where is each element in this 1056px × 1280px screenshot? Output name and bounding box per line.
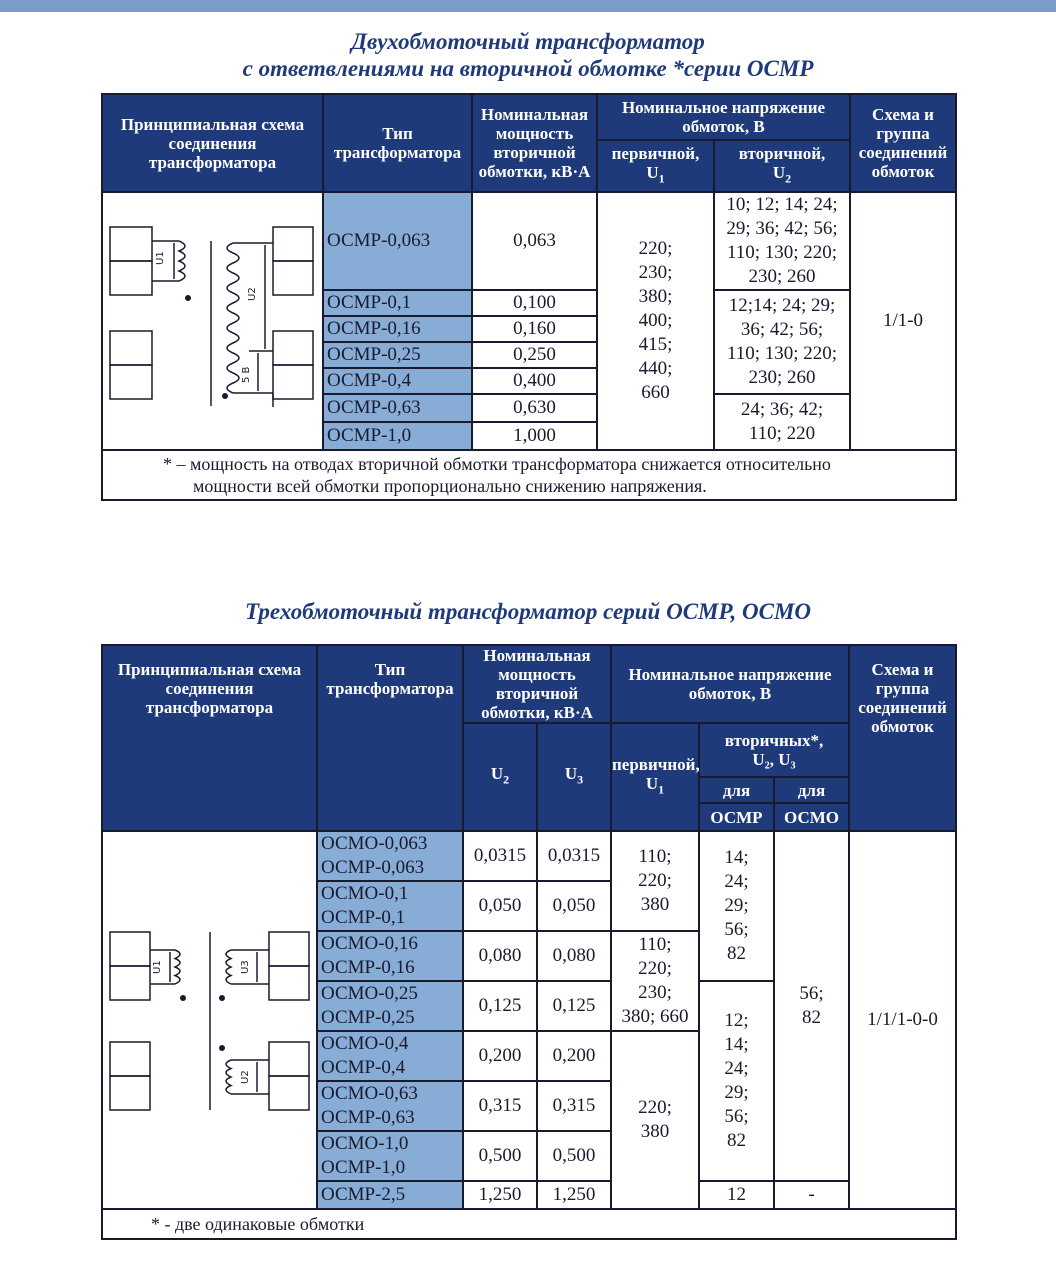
t2-footnote: * - две одинаковые обмотки [102,1209,956,1239]
t2-diagram-label-u3: U3 [240,960,251,974]
t2-row-type [317,931,463,981]
t1-primary-value: 230; [638,262,673,283]
t1-primary-value: 220; [638,238,673,259]
t1-header-primary-sub: 1 [658,171,665,186]
t1-row-type: ОСМР-0,063 [323,192,472,290]
t2-header-u2 [463,723,537,831]
t2-header-type: Тип трансформатора [317,645,463,831]
t2-row-u2: 1,250 [463,1181,537,1209]
t1-group-value: 1/1-0 [850,192,956,450]
t2-header-secondary [699,723,849,777]
t2-primary-group-1 [611,831,699,931]
t2-osmr-line: 24; [724,871,749,892]
t1-secondary-group-3 [714,394,850,450]
t2-type-osmo: ОСМО-0,063 [321,833,428,854]
t1-row-power: 0,100 [472,290,597,316]
t2-osmo-line: 56; [799,983,824,1004]
t2-osmr-line: 82 [727,943,746,964]
t2-osmr-line: 56; [724,1106,749,1127]
t1-diagram-label-u1: U1 [155,251,166,265]
t2-type-osmo: ОСМО-0,16 [321,933,418,954]
t2-row-type [317,981,463,1031]
t2-scheme-diagram [102,831,317,1209]
t1-row-power: 1,000 [472,422,597,450]
t2-type-osmr: ОСМР-0,1 [321,907,406,928]
t2-row-type [317,831,463,881]
t2-header-secondary-syms: U₂, U₃ [752,750,796,769]
t2-type-osmo: ОСМО-0,1 [321,883,409,904]
t2-header-secondary-label: вторичных*, [724,731,824,750]
t1-footnote-line2: мощности всей обмотки пропорционально снижению напряжения. [193,476,707,496]
t2-header-for-osmr: ОСМР [699,803,774,831]
t2-type-osmo: ОСМО-0,63 [321,1083,418,1104]
three-winding-diagram-icon [103,920,317,1120]
t2-type-osmo: ОСМО-1,0 [321,1133,409,1154]
t1-header-secondary-sub: 2 [785,171,792,186]
t2-osmr-line: 24; [724,1058,749,1079]
t2-primary-line: 110; [638,846,672,867]
t2-header-group: Схема и группа соединений обмоток [849,645,956,831]
t1-footnote [102,450,956,500]
t2-diagram-label-u2: U2 [240,1070,251,1084]
t2-row-u2: 0,050 [463,881,537,931]
t2-row-type [317,1081,463,1131]
t1-footnote-line1: * – мощность на отводах вторичной обмотки трансформатора снижается относительно [163,454,831,474]
t2-primary-line: 380 [640,1121,670,1142]
t1-row-type: ОСМР-0,25 [323,342,472,368]
t1-row-type: ОСМР-0,4 [323,368,472,394]
t2-header-u2-sub: 2 [503,772,510,787]
t1-secondary-line: 110; 130; 220; [726,343,838,364]
t1-header-primary [597,140,714,192]
t1-header-group: Схема и группа соединений обмоток [850,94,956,192]
t2-diagram-label-u1: U1 [152,960,163,974]
t1-header-primary-sym: U [646,162,659,182]
t2-osmr-line: 14; [724,1034,749,1055]
t2-type-osmr: ОСМР-0,63 [321,1107,415,1128]
t2-type-osmr: ОСМР-1,0 [321,1157,406,1178]
t2-type-osmr: ОСМР-0,063 [321,857,425,878]
t1-row-power: 0,400 [472,368,597,394]
t2-row-u3: 0,080 [537,931,611,981]
t1-row-power: 0,630 [472,394,597,422]
t1-row-type: ОСМР-0,1 [323,290,472,316]
table1-title-line1: Двухобмоточный трансформатор [351,29,705,54]
t1-row-type: ОСМР-0,16 [323,316,472,342]
t2-osmr-group-2 [699,981,774,1181]
t2-header-primary-label: первичной, [612,754,700,774]
t2-row-u3: 0,315 [537,1081,611,1131]
table2 [101,644,957,1240]
table1-title [0,28,1056,82]
t2-row-u3: 0,0315 [537,831,611,881]
t1-secondary-group-2 [714,290,850,394]
t1-header-secondary-label: вторичной, [738,143,826,163]
t2-osmo-group-1 [774,831,849,1181]
t2-header-voltage: Номинальное напряжение обмоток, В [611,645,849,723]
t1-header-power: Номинальная мощность вторичной обмотки, кВ·А [472,94,597,192]
t2-header-u2-sym: U [490,764,504,784]
t2-type-osmo: ОСМО-0,25 [321,983,418,1004]
t1-primary-values [597,192,714,450]
t2-row-u2: 0,0315 [463,831,537,881]
t2-osmr-line: 56; [724,919,749,940]
t1-secondary-line: 36; 42; 56; [740,319,824,340]
t2-primary-line: 220; [638,958,672,979]
t2-primary-line: 110; [638,934,672,955]
t1-secondary-line: 230; 260 [748,266,816,287]
t1-primary-value: 380; [638,286,673,307]
t1-header-type: Тип трансформатора [323,94,472,192]
t2-row-u2: 0,315 [463,1081,537,1131]
t1-row-power: 0,250 [472,342,597,368]
t2-type-osmo: ОСМО-0,4 [321,1033,409,1054]
t1-row-power: 0,063 [472,192,597,290]
t1-header-secondary-sym: U [772,162,786,182]
t2-osmr-line: 14; [724,847,749,868]
t1-secondary-line: 110; 220 [748,423,816,444]
t2-group-value: 1/1/1-0-0 [849,831,956,1209]
t2-header-u3-sym: U [564,764,578,784]
table1 [101,93,957,501]
t1-primary-value: 400; [638,310,673,331]
t1-diagram-label-tap: 5 В [241,366,252,383]
t2-header-scheme: Принципиальная схема соединения трансформатора [102,645,317,831]
t2-type-osmr: ОСМР-0,4 [321,1057,406,1078]
t2-header-for-osmr-top: для [699,777,774,803]
t2-row-u3: 0,125 [537,981,611,1031]
t2-header-power: Номинальная мощность вторичной обмотки, кВ·А [463,645,611,723]
t1-header-secondary [714,140,850,192]
t2-row-u2: 0,200 [463,1031,537,1081]
top-accent-bar [0,0,1056,12]
t1-secondary-line: 24; 36; 42; [740,399,824,420]
t2-header-for-osmo: ОСМО [774,803,849,831]
t1-header-scheme: Принципиальная схема соединения трансформатора [102,94,323,192]
t2-primary-line: 230; [638,982,672,1003]
t1-primary-value: 660 [641,382,670,403]
t2-osmr-line: 29; [724,1082,749,1103]
t1-row-power: 0,160 [472,316,597,342]
t2-row-u2: 0,125 [463,981,537,1031]
t2-primary-group-2 [611,931,699,1031]
t2-row-u3: 0,050 [537,881,611,931]
t1-primary-value: 440; [638,358,673,379]
t2-header-u3 [537,723,611,831]
t2-osmr-group-3: 12 [699,1181,774,1209]
t2-primary-group-3 [611,1031,699,1209]
t2-row-type: ОСМР-2,5 [317,1181,463,1209]
t2-primary-line: 380; 660 [621,1006,689,1027]
t1-secondary-group-1 [714,192,850,290]
t2-type-osmr: ОСМР-0,16 [321,957,415,978]
t1-secondary-line: 10; 12; 14; 24; [726,194,838,215]
t2-header-primary-sub: 1 [658,782,665,797]
t2-osmo-line: 82 [802,1007,821,1028]
t2-row-u3: 1,250 [537,1181,611,1209]
t2-row-u3: 0,200 [537,1031,611,1081]
t1-header-voltage: Номинальное напряжение обмоток, В [597,94,850,140]
t2-row-type [317,1031,463,1081]
t1-secondary-line: 29; 36; 42; 56; [726,218,838,239]
t1-scheme-diagram [102,192,323,450]
t1-secondary-line: 110; 130; 220; [726,242,838,263]
t2-row-u3: 0,500 [537,1131,611,1181]
t2-primary-line: 220; [638,1097,672,1118]
t1-row-type: ОСМР-0,63 [323,394,472,422]
t1-diagram-label-u2: U2 [247,287,258,301]
t2-osmr-line: 29; [724,895,749,916]
t2-row-u2: 0,080 [463,931,537,981]
transformer-diagram-icon [103,221,323,421]
t2-header-primary [611,723,699,831]
t2-row-type [317,881,463,931]
t2-primary-line: 220; [638,870,672,891]
t1-header-primary-label: первичной, [611,143,700,163]
t1-secondary-line: 12;14; 24; 29; [728,295,836,316]
t2-row-type [317,1131,463,1181]
t2-osmo-group-2: - [774,1181,849,1209]
t2-primary-line: 380 [640,894,670,915]
t2-header-for-osmo-top: для [774,777,849,803]
t2-type-osmr: ОСМР-0,25 [321,1007,415,1028]
t1-primary-value: 415; [638,334,673,355]
table1-title-line2: с ответвлениями на вторичной обмотке *серии ОСМР [242,56,814,81]
t1-row-type: ОСМР-1,0 [323,422,472,450]
t2-osmr-group-1 [699,831,774,981]
t1-secondary-line: 230; 260 [748,367,816,388]
t2-header-u3-sub: 3 [577,772,584,787]
t2-osmr-line: 12; [724,1010,749,1031]
t2-row-u2: 0,500 [463,1131,537,1181]
t2-header-primary-sym: U [645,773,659,793]
t2-osmr-line: 82 [727,1130,746,1151]
table2-title: Трехобмоточный трансформатор серий ОСМР, ОСМО [244,599,812,624]
